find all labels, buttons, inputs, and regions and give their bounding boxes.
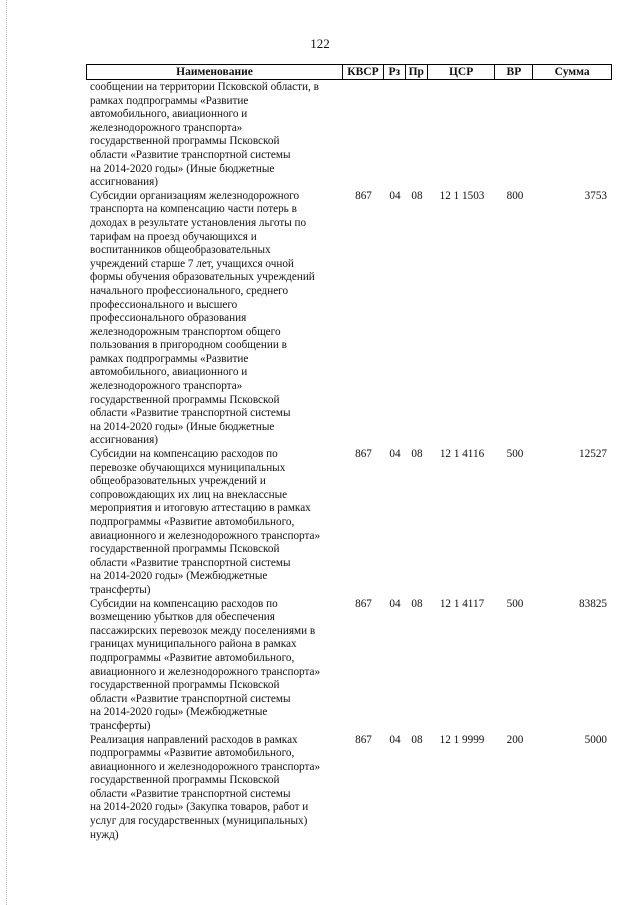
row-kvsr: 867: [355, 448, 372, 461]
table-row: [86, 81, 612, 190]
page-edge-line: [6, 0, 7, 905]
row-sum: 5000: [584, 733, 607, 746]
row-pr: 08: [411, 189, 423, 202]
table-row: [86, 598, 612, 734]
row-pr: 08: [411, 733, 423, 746]
row-sum: [534, 81, 612, 190]
header-pr: Пр: [406, 65, 428, 79]
row-vr: 800: [506, 189, 524, 202]
row-pr: [406, 81, 428, 190]
header-vr: ВР: [495, 65, 533, 79]
row-sum: 12527: [579, 448, 607, 461]
row-name: Реализация направлений расходов в рамках подпрограммы «Развитие автомобильного, авиационного и железнодорожного транспорта» государственной программы Псковской области «Развитие транспортной системы на 2014-2020 годы» (Закупка товаров, работ и услуг для государственных (муниципальных) нужд): [90, 733, 321, 841]
row-name: сообщении на территории Псковской области, в рамках подпрограммы «Развитие автомобильного, авиационного и железнодорожного транспорта» государственной программы Псковской области «Развитие транспортной системы на 2014-2020 годы» (Иные бюджетные ассигнования): [90, 81, 319, 189]
row-vr: 500: [506, 597, 524, 610]
table-row: [86, 448, 612, 598]
row-csr: [428, 81, 496, 190]
row-vr: 500: [506, 448, 524, 461]
row-name: Субсидии на компенсацию расходов по возмещению убытков для обеспечения пассажирских перевозок между поселениями в границах муниципального района в рамках подпрограммы «Развитие автомобильного, авиационного и железнодорожного транспорта» государственной программы Псковской области «Развитие транспортной системы на 2014-2020 годы» (Межбюджетные трансферты): [90, 597, 321, 732]
header-sum: Сумма: [554, 66, 590, 78]
row-csr: 12 1 9999: [439, 733, 485, 746]
row-name: Субсидии на компенсацию расходов по перевозке обучающихся муниципальных общеобразовательных учреждений и сопровождающих их лиц на внеклассные мероприятия и итоговую аттестацию в рамках подпрограммы «Развитие автомобильного, авиационного и железнодорожного транспорта» государственной программы Псковской области «Развитие транспортной системы на 2014-2020 годы» (Межбюджетные трансферты): [90, 448, 321, 596]
header-name: Наименование: [87, 65, 343, 79]
table-row: [86, 734, 612, 843]
row-kvsr: [343, 81, 384, 190]
row-rz: 04: [389, 189, 401, 202]
row-csr: 12 1 4117: [439, 597, 485, 610]
row-sum: 3753: [584, 189, 607, 202]
row-pr: 08: [411, 448, 423, 461]
header-csr: ЦСР: [428, 65, 496, 79]
page-number: 122: [310, 36, 330, 51]
row-kvsr: 867: [355, 597, 372, 610]
row-rz: 04: [389, 733, 401, 746]
row-name: Субсидии организациям железнодорожного транспорта на компенсацию части потерь в доходах в результате установления льготы по тарифам на проезд обучающихся и воспитанников общеобразовательных учреждений старше 7 лет, учащихся очной формы обучения образовательных учреждений начального профессионального, среднего профессионального и высшего профессионального образования железнодорожным транспортом общего пользования в пригородном сообщении в рамках подпрограммы «Развитие автомобильного, авиационного и железнодорожного транспорта» государственной программы Псковской области «Развитие транспортной системы на 2014-2020 годы» (Иные бюджетные ассигнования): [90, 189, 315, 447]
table-row: [86, 190, 612, 448]
table-header: [86, 64, 612, 80]
row-csr: 12 1 4116: [439, 448, 485, 461]
row-vr: [496, 81, 534, 190]
table-body: [86, 81, 612, 842]
header-rz: Рз: [384, 65, 406, 79]
row-vr: 200: [506, 733, 524, 746]
row-kvsr: 867: [355, 733, 372, 746]
row-kvsr: 867: [355, 189, 372, 202]
row-sum: 83825: [579, 597, 607, 610]
header-kvsr: КВСР: [343, 65, 384, 79]
row-csr: 12 1 1503: [439, 189, 485, 202]
row-rz: [384, 81, 406, 190]
row-pr: 08: [411, 597, 423, 610]
row-rz: 04: [389, 597, 401, 610]
row-rz: 04: [389, 448, 401, 461]
